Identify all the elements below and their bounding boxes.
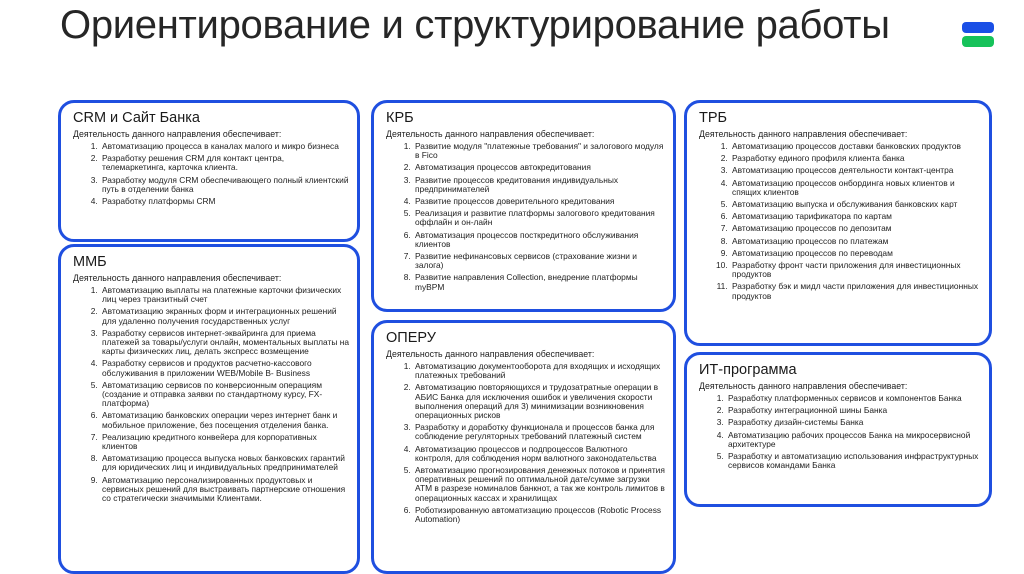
logo-green-bar (962, 36, 994, 47)
list-item: 8. Автоматизацию процесса выпуска новых банковских гарантий для юридических лиц и индивидуальных предпринимателей (100, 454, 349, 472)
section-list (69, 286, 349, 503)
section-krb (371, 100, 676, 312)
list-item: 3. Автоматизацию процессов деятельности контакт-центра (730, 166, 981, 175)
list-item: 11. Разработку бэк и мидл части приложения для инвестиционных продуктов (730, 282, 981, 300)
list-item: 3. Развитие процессов кредитования индивидуальных предпринимателей (413, 176, 665, 194)
list-item: 2. Автоматизацию повторяющихся и трудозатратные операции в АБИС Банка для исключения ошибок и увеличения скорости выполнения операций для 3) минимизации возникновения операционных рисков (413, 383, 665, 420)
list-item: 4. Развитие процессов доверительного кредитования (413, 197, 665, 206)
list-item: 1. Автоматизацию процессов доставки банковских продуктов (730, 142, 981, 151)
list-item: 6. Автоматизацию банковских операции через интернет банк и мобильное приложение, без посещения отделения банка. (100, 411, 349, 429)
list-item: 5. Автоматизацию выпуска и обслуживания банковских карт (730, 200, 981, 209)
section-list (382, 142, 665, 292)
list-item: 8. Развитие направления Collection, внедрение платформы myBPM (413, 273, 665, 291)
section-list (69, 142, 349, 206)
section-intro: Деятельность данного направления обеспечивает: (73, 129, 282, 139)
section-heading: ММБ (73, 254, 107, 270)
list-item: 6. Автоматизация процессов посткредитного обслуживания клиентов (413, 231, 665, 249)
section-intro: Деятельность данного направления обеспечивает: (386, 129, 595, 139)
list-item: 7. Развитие нефинансовых сервисов (страхование жизни и залога) (413, 252, 665, 270)
section-heading: ИТ-программа (699, 362, 797, 378)
section-list (695, 142, 981, 301)
list-item: 9. Автоматизацию персонализированных продуктовых и сервисных решений для выстраивать партнерские отношения со стратегически значимыми Клиентами. (100, 476, 349, 504)
list-item: 3. Разработку дизайн-системы Банка (726, 418, 981, 427)
list-item: 2. Разработку решения CRM для контакт центра, телемаркетинга, карточка клиента. (100, 154, 349, 172)
list-item: 6. Роботизированную автоматизацию процессов (Robotic Process Automation) (413, 506, 665, 524)
list-item: 7. Реализацию кредитного конвейера для корпоративных клиентов (100, 433, 349, 451)
list-item: 2. Разработку интеграционной шины Банка (726, 406, 981, 415)
section-list (382, 362, 665, 524)
section-operu (371, 320, 676, 574)
section-heading: CRM и Сайт Банка (73, 110, 200, 126)
logo-blue-bar (962, 22, 994, 33)
list-item: 4. Автоматизацию рабочих процессов Банка на микросервисной архитектуре (726, 431, 981, 449)
list-item: 4. Разработку платформы CRM (100, 197, 349, 206)
section-heading: ОПЕРУ (386, 330, 436, 346)
list-item: 3. Разработку сервисов интернет-эквайринга для приема платежей за товары/услуги онлайн, моментальных выплаты на карты физических лиц, делать экспресс возмещение (100, 329, 349, 357)
section-mmb (58, 244, 360, 574)
list-item: 2. Автоматизацию экранных форм и интеграционных решений для удаленно получения государственных услуг (100, 307, 349, 325)
section-intro: Деятельность данного направления обеспечивает: (73, 273, 282, 283)
list-item: 5. Реализация и развитие платформы залогового кредитования оффлайн и он-лайн (413, 209, 665, 227)
list-item: 1. Разработку платформенных сервисов и компонентов Банка (726, 394, 981, 403)
list-item: 5. Разработку и автоматизацию использования инфраструктурных сервисов командами Банка (726, 452, 981, 470)
section-heading: ТРБ (699, 110, 728, 126)
list-item: 10. Разработку фронт части приложения для инвестиционных продуктов (730, 261, 981, 279)
list-item: 1. Автоматизацию документооборота для входящих и исходящих платежных требований (413, 362, 665, 380)
list-item: 5. Автоматизацию прогнозирования денежных потоков и принятия оперативных решений по оптимальной дате/сумме загрузки ATM в разрезе номиналов банкнот, а так же контроль лимитов в операционных кассах и хранилищах (413, 466, 665, 503)
list-item: 4. Разработку сервисов и продуктов расчетно-кассового обслуживания в приложении WEB/Mobile B- Business (100, 359, 349, 377)
section-intro: Деятельность данного направления обеспечивает: (386, 349, 595, 359)
list-item: 1. Автоматизацию процесса в каналах малого и микро бизнеса (100, 142, 349, 151)
list-item: 6. Автоматизацию тарификатора по картам (730, 212, 981, 221)
section-crm (58, 100, 360, 242)
list-item: 8. Автоматизацию процессов по платежам (730, 237, 981, 246)
section-intro: Деятельность данного направления обеспечивает: (699, 129, 908, 139)
list-item: 4. Автоматизацию процессов онбординга новых клиентов и спящих клиентов (730, 179, 981, 197)
list-item: 5. Автоматизацию сервисов по конверсионным операциям (создание и отправка заявки по стандартному курсу, FX-платформа) (100, 381, 349, 409)
section-intro: Деятельность данного направления обеспечивает: (699, 381, 908, 391)
page-title: Ориентирование и структурирование работы (60, 3, 890, 47)
section-heading: КРБ (386, 110, 414, 126)
list-item: 2. Автоматизация процессов автокредитования (413, 163, 665, 172)
list-item: 7. Автоматизацию процессов по депозитам (730, 224, 981, 233)
list-item: 1. Автоматизацию выплаты на платежные карточки физических лиц через транзитный счет (100, 286, 349, 304)
list-item: 3. Разработку и доработку функционала и процессов банка для соблюдение регуляторных требований платежный систем (413, 423, 665, 441)
list-item: 9. Автоматизацию процессов по переводам (730, 249, 981, 258)
list-item: 4. Автоматизацию процессов и подпроцессов Валютного контроля, для соблюдения норм валютного законодательства (413, 445, 665, 463)
company-logo-icon (962, 22, 994, 48)
list-item: 2. Разработку единого профиля клиента банка (730, 154, 981, 163)
section-it-program (684, 352, 992, 507)
list-item: 1. Развитие модуля "платежные требования" и залогового модуля в Fico (413, 142, 665, 160)
list-item: 3. Разработку модуля CRM обеспечивающего полный клиентский путь в отделении банка (100, 176, 349, 194)
section-list (695, 394, 981, 470)
section-trb (684, 100, 992, 346)
